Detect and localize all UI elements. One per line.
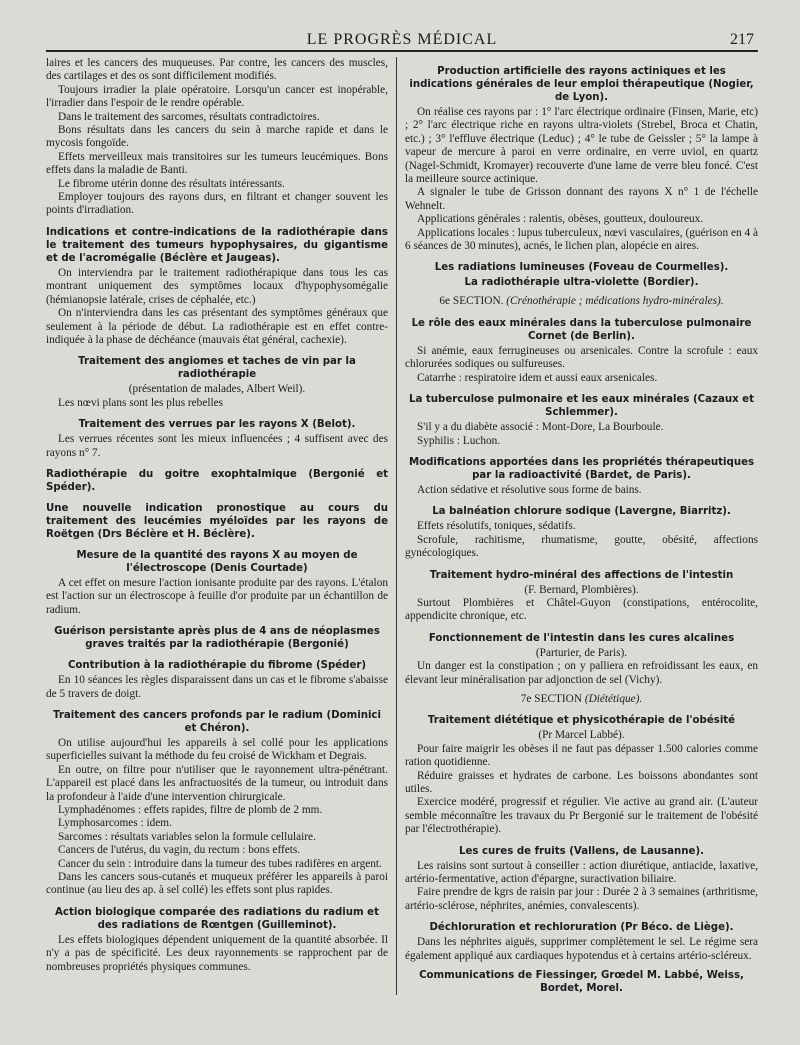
section-heading: Contribution à la radiothérapie du fibrome (Spéder) [67, 660, 367, 672]
paragraph: S'il y a du diabète associé : Mont-Dore, La Bourboule. [417, 421, 664, 434]
paragraph: Dans le traitement des sarcomes, résultats contradictoires. [58, 110, 320, 123]
paragraph: Applications locales : lupus tuberculeux, nœvi vasculaires, (guérison en 4 à 6 séances de 30 minutes), acnés, le lichen plan, alopécie en aires. [405, 226, 758, 253]
section-heading: La radiothérapie ultra-violette (Bordier). [464, 277, 699, 289]
heading-subtitle: (Pr Marcel Labbé). [538, 729, 625, 742]
paragraph: On n'interviendra dans les cas présentant des symptômes généraux que seulement à la période de début. La radiothérapie est en effet contre-indiquée à la phase de déchéance (mauvais état général, cachexie). [46, 307, 388, 346]
section-heading: Traitement des verrues par les rayons X (Belot). [78, 419, 356, 431]
paragraph: Pour faire maigrir les obèses il ne faut pas dépasser 1.500 calories comme ration quotidienne. [405, 742, 758, 769]
heading-subtitle: (présentation de malades, Albert Weil). [128, 383, 306, 396]
section-heading: Traitement des angiomes et taches de vin par la radiothérapie [78, 356, 356, 381]
left-column [46, 57, 396, 995]
section-heading: Traitement des cancers profonds par le radium (Dominici et Chéron). [53, 709, 381, 734]
section-title: (Crénothérapie ; médications hydro-minérales). [506, 295, 724, 308]
paragraph: On utilise aujourd'hui les appareils à sel collé pour les applications superficielles suivant la méthode du feu croisé de Wickham et Degrais. [46, 736, 388, 763]
section-label: SECTION [534, 692, 582, 705]
section-heading: Le rôle des eaux minérales dans la tuberculose pulmonaire Cornet (de Berlin). [411, 317, 752, 342]
paragraph: A cet effet on mesure l'action ionisante produite par des rayons. L'étalon est l'action sur un électroscope à feuille d'or produite par un échantillon de radium. [46, 576, 388, 616]
section-number-heading [405, 295, 758, 308]
paragraph: Toujours irradier la plaie opératoire. Lorsqu'un cancer est inopérable, l'irradier dans l'espoir de le rendre opérable. [46, 83, 388, 110]
section-heading: Une nouvelle indication pronostique au cours du traitement des leucémies myéloïdes par les rayons de Roëtgen (Drs Béclère et H. Béclère). [46, 502, 388, 540]
page-number: 217 [730, 31, 754, 48]
communications-signature: Communications de Fiessinger, Grœdel M. Labbé, Weiss, Bordet, Morel. [419, 970, 744, 995]
paragraph: On réalise ces rayons par : 1° l'arc électrique ordinaire (Finsen, Marie, etc) ; 2° l'arc électrique riche en rayons ultra-violets (Strebel, Broca et Chatin, etc.) ; 3° l'effluve électrique (Leduc) ; 4° le tube de Geissler ; 5° la lampe à vapeur de mercure à paroi en verre ordinaire, en verre uviol, en quartz (Nagel-Schmidt, Kromayer) recouverte d'une lame de verre bleu foncé. C'est la meilleure source actinique. [405, 106, 758, 186]
paragraph: Un danger est la constipation ; on y palliera en refroidissant les eaux, en élevant leur minéralisation par adjonction de sel (Vichy). [405, 660, 758, 686]
section-heading: Les radiations lumineuses (Foveau de Courmelles). [434, 262, 729, 274]
heading-subtitle: (F. Bernard, Plombières). [524, 583, 639, 596]
paragraph: Le fibrome utérin donne des résultats intéressants. [58, 177, 285, 190]
running-title: LE PROGRÈS MÉDICAL [306, 31, 498, 48]
paragraph: Sarcomes : résultats variables selon la formule cellulaire. [58, 830, 316, 843]
paragraph: En outre, on filtre pour n'utiliser que le rayonnement ultra-pénétrant. L'appareil est placé dans les anfractuosités de la tumeur, ou introduit dans la profondeur à l'aide d'une intervention chirurgicale. [46, 763, 388, 803]
paragraph: Surtout Plombières et Châtel-Guyon (constipations, entérocolite, appendicite chronique, etc. [405, 596, 758, 623]
page-header [46, 0, 758, 52]
section-heading: Modifications apportées dans les propriétés thérapeutiques par la radioactivité (Bardet, de Paris). [408, 456, 755, 481]
section-heading: Fonctionnement de l'intestin dans les cures alcalines [428, 632, 735, 644]
section-heading: Radiothérapie du goitre exophtalmique (Bergonié et Spéder). [46, 468, 388, 493]
section-heading: Guérison persistante après plus de 4 ans de néoplasmes graves traités par la radiothérapie (Bergonié) [54, 626, 380, 651]
section-heading: La balnéation chlorure sodique (Lavergne, Biarritz). [432, 506, 731, 518]
paragraph: Action sédative et résolutive sous forme de bains. [417, 483, 642, 496]
section-heading: Action biologique comparée des radiations du radium et des radiations de Rœntgen (Guilleminot). [55, 906, 379, 931]
paragraph: Exercice modéré, progressif et régulier. Vie active au grand air. (L'auteur semble méconnaître les travaux du Pr Bergonié sur le traitement de l'obésité par l'électrothérapie). [405, 796, 758, 836]
section-number: 7e [520, 692, 532, 705]
paragraph: A signaler le tube de Grisson donnant des rayons X n° 1 de l'échelle Wehnelt. [405, 186, 758, 212]
paragraph: Scrofule, rachitisme, rhumatisme, goutte, obésité, affections gynécologiques. [405, 533, 758, 560]
paragraph: Faire prendre de kgrs de raisin par jour : Durée 2 à 3 semaines (arthritisme, artério-sclérose, néphrites, anémies, convalescents). [405, 886, 758, 912]
section-label: SECTION. [452, 295, 504, 308]
paragraph: Les nœvi plans sont les plus rebelles [58, 396, 224, 409]
text-columns [46, 57, 758, 995]
section-heading: Indications et contre-indications de la radiothérapie dans le traitement des tumeurs hypophysaires, du gigantisme et de l'acromégalie (Béclère et Jaugeas). [46, 226, 388, 264]
section-heading: Les cures de fruits (Vallens, de Lausanne). [458, 845, 704, 857]
paragraph: laires et les cancers des muqueuses. Par contre, les cancers des muscles, des cartilages et des os sont difficilement modifiés. [46, 57, 388, 83]
paragraph: Catarrhe : respiratoire idem et aussi eaux arsenicales. [417, 371, 658, 384]
section-number-heading [405, 693, 758, 706]
paragraph: Syphilis : Luchon. [417, 434, 501, 447]
section-heading: Traitement diététique et physicothérapie de l'obésité [427, 715, 736, 727]
section-heading: Déchloruration et rechloruration (Pr Béco. de Liège). [429, 922, 734, 934]
paragraph: En 10 séances les règles disparaissent dans un cas et le fibrome s'abaisse de 5 travers de doigt. [46, 674, 388, 700]
right-column [396, 57, 758, 995]
paragraph: Dans les cancers sous-cutanés et muqueux préférer les appareils à paroi continue (au lieu des ap. à sel collé) les effets sont plus rapides. [46, 871, 388, 897]
paragraph: Employer toujours des rayons durs, en filtrant et changer souvent les points d'irradiation. [46, 191, 388, 217]
section-heading: La tuberculose pulmonaire et les eaux minérales (Cazaux et Schlemmer). [409, 394, 754, 419]
paragraph: Applications générales : ralentis, obèses, goutteux, douloureux. [417, 213, 704, 226]
paragraph: Les effets biologiques dépendent uniquement de la quantité absorbée. Il n'y a pas de spécificité. Les deux rayonnements se rapprochent par de nombreuses propriétés physiques communes. [46, 933, 388, 973]
paragraph: Bons résultats dans les cancers du sein à marche rapide et dans le mycosis fongoïde. [46, 124, 388, 150]
paragraph: Les verrues récentes sont les mieux influencées ; 4 suffisent avec des rayons n° 7. [46, 433, 388, 459]
paragraph: Effets merveilleux mais transitoires sur les tumeurs leucémiques. Bons effets dans la maladie de Banti. [46, 150, 388, 177]
paragraph: On interviendra par le traitement radiothérapique dans tous les cas montrant uniquement des symptômes locaux d'hypophysomégalie (hémianopsie latérale, crises de céphalée, etc.) [46, 266, 388, 306]
paragraph: Si anémie, eaux ferrugineuses ou arsenicales. Contre la scrofule : eaux chlorurées sodiques ou sulfureuses. [405, 344, 758, 371]
section-heading: Production artificielle des rayons actiniques et les indications générales de leur emploi thérapeutique (Nogier, de Lyon). [409, 66, 754, 103]
paragraph: Les raisins sont surtout à conseiller : action diurétique, antiacide, laxative, artério-fermentative, action d'épargne, suractivation biliaire. [405, 859, 758, 886]
paragraph: Cancer du sein : introduire dans la tumeur des tubes radifères en argent. [58, 857, 382, 870]
paragraph: Dans les néphrites aiguës, supprimer complètement le sel. Le régime sera également appliqué aux cardiaques hypotendus et à certains artério-scléreux. [405, 936, 758, 962]
paragraph: Cancers de l'utérus, du vagin, du rectum : bons effets. [58, 844, 301, 857]
heading-subtitle: (Parturier, de Paris). [535, 646, 628, 659]
section-heading: Mesure de la quantité des rayons X au moyen de l'électroscope (Denis Courtade) [76, 549, 358, 574]
paragraph: Réduire graisses et hydrates de carbone. Les boissons abondantes sont utiles. [405, 769, 758, 795]
section-number: 6e [439, 295, 451, 308]
paragraph: Lymphosarcomes : idem. [58, 817, 172, 830]
paragraph: Lymphadénomes : effets rapides, filtre de plomb de 2 mm. [58, 804, 323, 816]
section-heading: Traitement hydro-minéral des affections de l'intestin [429, 569, 734, 581]
paragraph: Effets résolutifs, toniques, sédatifs. [417, 520, 576, 533]
section-title: (Diététique). [584, 692, 643, 705]
